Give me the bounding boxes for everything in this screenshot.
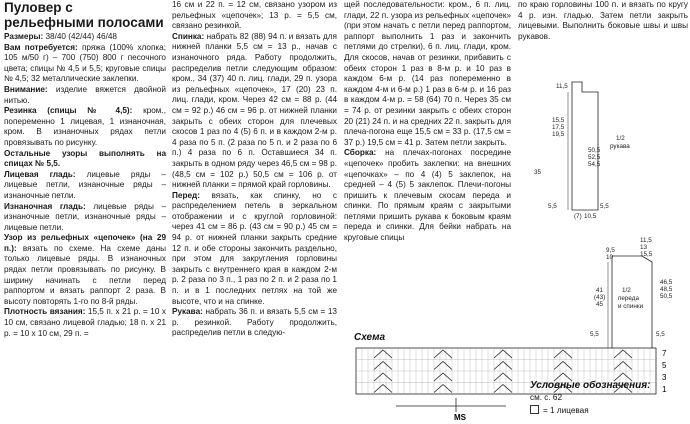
knit-stitch-icon (530, 405, 539, 414)
body-word-label-2: и спинки (618, 303, 644, 310)
other-patterns-paragraph: Остальные узоры выполнять на спицах № 5,5. (4, 148, 166, 169)
sleeves-continued-paragraph: щей последовательности: кром., 6 п. лиц. глади, 22 п. узора из рельефных «цепочек» (при этом начать с петли перед раппортом, раппорт выполнить 1 раз и закончить петлями до стрелки), 6 п. лиц. глади, кром. Для скосов, начав от резинки, прибавить с обеих сторон 1 раз в 8-м р. и 10 раз в каждом 6-м р. (14 раз попеременно в каждом 4-м и 6-м р.) 1 раз в 6-м р. и 16 раз в каждом 4-м р. = 58 (64) 70 п. Через 35 см = 74 р. от резинки закрыть с обеих сторон 20 (21) 24 п. и на средних 22 п. закрыть для плеча-погона еще 15,5 см = 33 р. (17,5 см = 37 р.) 19,5 см = 41 р. Затем петли закрыть. (344, 0, 512, 147)
rib-paragraph: Резинка (спицы № 4,5): кром., попеременно 1 лицевая, 1 изнаночная, кром. В изнаночных рядах петли провязывать по рисунку. (4, 106, 166, 147)
chain-pattern-paragraph: Узор из рельефных «цепочек» (на 29 п.): вязать по схеме. На схеме даны только лицевые ряды. В изнаночных рядах петли провязывать по рисунку. В ширину начинать с петли перед раппортом и вязать раппорт 2 раза. В высоту повторять 1-го по 8-й ряды. (4, 233, 166, 306)
body-word-label-1: переда (618, 295, 639, 302)
row-number-7: 7 (662, 349, 667, 358)
sleeve-width-2: 52,5 (588, 154, 601, 161)
body-rib-right: 5,5 (656, 331, 665, 338)
pattern-sketches (512, 70, 688, 356)
body-dim-2: 13 (640, 244, 648, 251)
sleeve-rib-left: 5,5 (548, 203, 557, 210)
sleeve-half-label: 1/2 (616, 135, 625, 142)
body-dim-3: 15,5 (640, 251, 653, 258)
sleeves-paragraph: Рукава: набрать 36 п. и вязать 5,5 см = 13 р. резинкой. Работу продолжить, распределив петли в следую- (172, 307, 337, 338)
sleeve-length: 35 (534, 169, 542, 176)
page-title: Пуловер с рельефными полосами (4, 0, 164, 30)
legend-item (530, 405, 589, 415)
scheme-title: Схема (354, 332, 386, 343)
body-dim-1: 11,5 (640, 237, 652, 244)
sleeve-bottom-2: 10,5 (584, 213, 597, 220)
back-paragraph: Спинка: набрать 82 (88) 94 п. и вязать для нижней планки 5,5 см = 13 р., начав с изнаночного ряда. Работу продолжить, распределив петли следующим образом: кром., 34 (37) 40 п. лиц. глади, 29 п. узора из рельефных «цепочек», 17 (20) 23 п. лиц. глади, кром. Через 42 см = 88 р. (44 см = 92 р.) 46 см = 96 р. от нижней планки закрыть с обеих сторон для плечевых скосов 1 раз по 4 (5) 6 п. и в каждом 2-м р. 4 раза по 5 п. (2 раза по 5 п. и 2 раза по 6 п.) 4 раза по 6 п. Оставшиеся 34 п. закрыть в одном ряду через 46,5 см = 98 р. (48,5 см = 102 р.) 50,5 см = 106 р. от нижней планки = прямой край горловины. (172, 31, 337, 190)
legend-ref: см. с. 62 (530, 393, 563, 402)
body-length-1: 41 (596, 287, 604, 294)
legend-title: Условные обозначения: (530, 380, 651, 391)
sleeve-outline (572, 82, 598, 210)
materials-paragraph: Вам потребуется: пряжа (100% хлопка; 105 м/50 г) – 700 (750) 800 г песочного цвета; спицы № 4,5 и 5,5; круговые спицы № 4,5; 32 металлические заклепки. (4, 42, 166, 84)
assembly-continued-paragraph: по краю горловины 100 п. и вязать по кругу 4 р. изн. гладью. Затем петли закрыть лицевыми. Выполнить боковые швы и швы рукавов. (518, 0, 688, 41)
row-number-3: 3 (662, 373, 667, 382)
column-3 (344, 0, 511, 244)
body-side-1: 46,5 (660, 279, 673, 286)
row-number-5: 5 (662, 361, 667, 370)
attention-paragraph: Внимание: изделие вяжется двойной нитью. (4, 84, 166, 105)
column-1 (4, 0, 166, 339)
sleeve-dim-left-1: 15,5 (552, 117, 565, 124)
sleeve-width-3: 54,5 (588, 161, 601, 168)
body-length-2: (43) (594, 294, 606, 301)
ms-label: MS (454, 413, 466, 422)
body-rib-left: 5,5 (590, 331, 599, 338)
sleeve-word-label: рукава (610, 143, 630, 150)
body-side-2: 48,5 (660, 286, 673, 293)
front-paragraph: Перед: вязать, как спинку, но с распределением петель в зеркальном отображении и с круглой горловиной: через 41 см = 86 р. (43 см = 90 р.) 45 см = 94 р. от нижней планки закрыть средние 12 п. и обе стороны закончить раздельно, при этом для закругления горловины закрыть с внутреннего края в каждом 2-м р. 2 раза по 3 п., 1 раз по 2 п. и 2 раза по 1 п. и в 1 последних петлях на той же высоте, что и на спинке. (172, 190, 337, 306)
sizes-paragraph: Размеры: 38/40 (42/44) 46/48 (4, 32, 117, 41)
reverse-stockinette-paragraph: Изнаночная гладь: лицевые ряды – изнаночные петли, изнаночные ряды – лицевые петли. (4, 201, 166, 232)
stockinette-paragraph: Лицевая гладь: лицевые ряды – лицевые петли, изнаночные ряды – изнаночные петли. (4, 169, 166, 200)
assembly-paragraph: Сборка: на плечах-погонах посредине «цепочек» пробить заклепки: на внешних «цепочках» – по 4 (4) 5 заклепок, на средней – 4 (5) 5 заклепок. Плечи-погоны пришить к плечевым скосам переда и спинки. По прямым краям с закрытыми петлями пришить рукава к боковым краям переда и спинки. Для бейки набрать на круговые спицы (344, 148, 511, 243)
sleeve-width-1: 50,5 (588, 147, 601, 154)
body-length-3: 45 (596, 301, 604, 308)
legend-item-text: = 1 лицевая (543, 406, 589, 415)
body-side-3: 50,5 (660, 293, 673, 300)
gauge-paragraph: Плотность вязания: 15,5 п. х 21 р. = 10 х 10 см, связано лицевой гладью; 18 п. х 21 р. = 10 х 10 см, 29 п. = (4, 307, 166, 338)
sleeve-rib-right: 5,5 (600, 203, 609, 210)
body-top-1: 9,5 (606, 247, 615, 254)
sleeve-dim-top: 11,5 (556, 83, 568, 90)
row-number-1: 1 (662, 385, 667, 394)
sleeve-bottom-1: (7) (574, 213, 582, 220)
column-4 (518, 0, 688, 42)
body-half-label: 1/2 (622, 287, 631, 294)
sleeve-dim-left-2: 17,5 (552, 124, 565, 131)
sleeve-dim-left-3: 19,5 (552, 131, 565, 138)
gauge-continued-paragraph: 16 см и 22 п. = 12 см, связано узором из рельефных «цепочек»; 13 р. = 5,5 см, связано резинкой. (172, 0, 337, 31)
body-top-2: 10 (606, 254, 614, 261)
column-2 (172, 0, 337, 339)
